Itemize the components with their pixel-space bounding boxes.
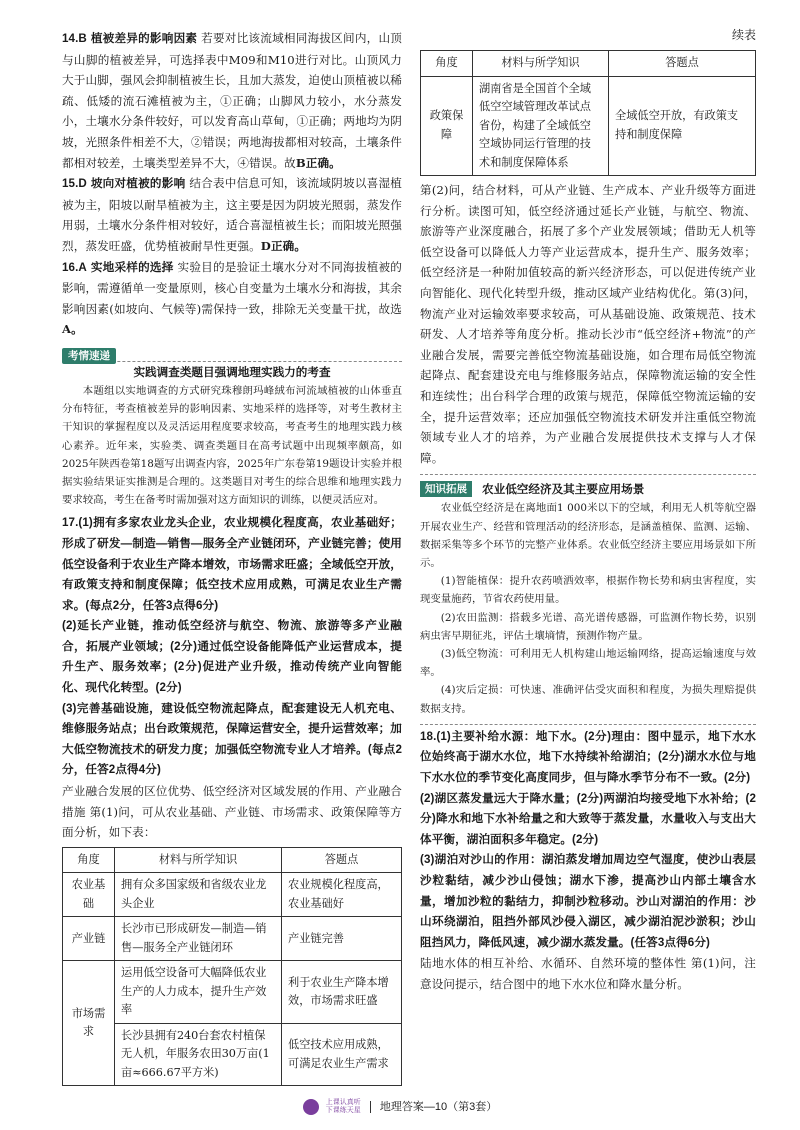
knowledge-intro: 农业低空经济是在离地面1 000米以下的空域，利用无人机等航空器开展农业生产、经营和管理活动的经济形态，是涵盖植保、监测、运输、数据采集等多个环节的完整产业体系。农业低空经济主要应用场景如下所示。 (420, 502, 756, 569)
table-cell: 产业链完善 (282, 917, 402, 961)
knowledge-header (420, 481, 756, 497)
brand-logo-icon (303, 1099, 319, 1115)
table-header-row (421, 51, 756, 77)
knowledge-item: (3)低空物流：可利用无人机构建山地运输网络，提高运输速度与效率。 (420, 647, 756, 679)
q14-number: 14.B (62, 32, 87, 45)
q16-body: 实验目的是验证土壤水分对不同海拔植被的影响，需遵循单一变量原则，核心自变量为土壤水分和海拔，其余影响因素(如坡向、气候等)需保持一致，排除无关变量干扰，故选 (62, 259, 402, 316)
q18-part2: (2)湖区蒸发量远大于降水量；(2分)两湖泊均接受地下水补给；(2分)降水和地下水补给量之和大致等于蒸发量，水量收入与支出大体平衡，湖泊面积多年稳定。(2分) (420, 791, 756, 846)
table-header: 答题点 (282, 847, 402, 873)
table-header: 材料与所学知识 (473, 51, 609, 77)
knowledge-title: 农业低空经济及其主要应用场景 (482, 482, 645, 497)
table-cell: 农业基础 (63, 873, 115, 917)
knowledge-item: (2)农田监测：搭载多光谱、高光谱传感器，可监测作物长势，识别病虫害早期征兆，评估土壤墒情，预测作物产量。 (420, 611, 756, 642)
q17-table (62, 847, 402, 1087)
table-cell: 产业链 (63, 917, 115, 961)
q18-analysis (420, 953, 756, 994)
right-column (420, 28, 756, 994)
exam-trend-tag-row (62, 344, 402, 362)
q18-analysis-keywords: 陆地水体的相互补给、水循环、自然环境的整体性 (420, 956, 687, 971)
table-header: 角度 (421, 51, 473, 77)
q17-part3: (3)完善基础设施，建设低空物流起降点，配套建设无人机充电、维修服务站点；出台政策规范，保障运营安全，提升运营效率；加大低空物流技术的研发力度；加强低空物流专业人才培养。(每点2分，任答2点得4分) (62, 701, 402, 777)
exam-trend-tag: 考情速递 (62, 348, 116, 364)
q14-body: 若要对比该流域相同海拔区间内，山顶与山脚的植被差异，可选择表中M09和M10进行对比。山顶风力大于山脚，强风会抑制植被生长，且加大蒸发，迫使山顶植被以稀疏、低矮的流石滩植被为主，①正确；山脚风力较小，水分蒸发小，土壤水分条件较好，可以发育高山草甸，①正确；两地均为阴坡，光照条件相差不大，②错误；两地海拔都相对较高，土壤条件都相对较差，土壤类型差异不大，④错误。故 (62, 31, 402, 170)
table-header: 角度 (63, 847, 115, 873)
q16-number: 16.A (62, 260, 87, 274)
table-row (421, 76, 756, 176)
page-footer (0, 1098, 800, 1115)
knowledge-box (420, 474, 756, 717)
table-cell: 运用低空设备可大幅降低农业生产的人力成本，提升生产效率 (115, 961, 282, 1024)
table-cell: 低空技术应用成熟，可满足农业生产需求 (282, 1023, 402, 1086)
q15-title: 坡向对植被的影响 (90, 176, 186, 191)
question-17 (62, 513, 402, 843)
table-cell: 利于农业生产降本增效，市场需求旺盛 (282, 961, 402, 1024)
q15-body: 结合表中信息可知，该流域阴坡以喜湿植被为主，阳坡以耐旱植被为主，这主要是因为阴坡光照弱，蒸发作用弱，土壤水分条件相对较好，适合喜湿植被生长；而阳坡光照强烈，蒸发旺盛，优势植被耐旱性更强。 (62, 176, 402, 253)
brand-slogan-top: 上课认真听 (325, 1099, 361, 1107)
table-cell: 政策保障 (421, 76, 473, 176)
q17-analysis (62, 781, 402, 843)
q16-answer: A。 (62, 322, 83, 337)
continued-row (420, 28, 756, 50)
table-header-row (63, 847, 402, 873)
q18-analysis-body: 第(1)问，注意设问提示，结合图中的地下水水位和降水量分析。 (420, 956, 757, 991)
table-cell: 长沙县拥有240台套农村植保无人机，年服务农田30万亩(1亩≈666.67平方米) (115, 1023, 282, 1086)
continued-table (420, 50, 756, 176)
q15-answer: D正确。 (260, 238, 307, 253)
continued-label: 续表 (731, 28, 756, 42)
q17-analysis-body: 第(1)问，可从农业基础、产业链、市场需求、政策保障等方面分析，如下表： (62, 804, 402, 840)
table-header: 答题点 (609, 51, 756, 77)
q17-analysis-2-3: 第(2)问，结合材料，可从产业链、生产成本、产业升级等方面进行分析。读图可知，低空经济通过延长产业链，与航空、物流、旅游等产业深度融合，拓展了多个产业发展领域；借助无人机等低空设备可以降低人力等产业运营成本，提升生产、服务效率；低空经济是一种附加值较高的新兴经济形态，可以促进传统产业向智能化、现代化转型升级，推动区域产业结构优化。第(3)问，物流产业对运输效率要求较高，可从基础设施、政策规范、技术研发、人才培养等角度分析。推动长沙市“低空经济+物流”的产业融合发展，需要完善低空物流基础设施，如合理布局低空物流起降点、配套建设充电与维修服务站点，保障物流运输的安全性和连续性；出台科学合理的政策与规范，保障低空物流运输的安全，提升运营效率；还应加强低空物流技术研发并注重低空物流领域专业人才的培养，为产业融合发展提供技术支撑与人才保障。 (420, 183, 756, 465)
q14-answer: B正确。 (295, 155, 341, 170)
question-14 (62, 28, 402, 173)
table-cell: 全域低空开放，有政策支持和制度保障 (609, 76, 756, 176)
question-15 (62, 173, 402, 256)
table-cell: 拥有众多国家级和省级农业龙头企业 (115, 873, 282, 917)
brand-slogan-bottom: 下课练天星 (325, 1107, 361, 1115)
table-cell: 农业规模化程度高，农业基础好 (282, 873, 402, 917)
q15-number: 15.D (62, 177, 87, 191)
table-cell: 湖南省是全国首个全域低空空域管理改革试点省份，构建了全域低空空域协同运行管理的技术和制度保障体系 (473, 76, 609, 176)
brand-slogan (326, 1099, 361, 1115)
left-column (62, 28, 402, 1086)
question-16 (62, 257, 402, 340)
knowledge-item: (4)灾后定损：可快速、准确评估受灾面积和程度，为损失理赔提供数据支持。 (420, 684, 756, 715)
table-header: 材料与所学知识 (115, 847, 282, 873)
q18-part3: (3)湖泊对沙山的作用：湖泊蒸发增加周边空气湿度，使沙山表层沙粒黏结，减少沙山侵蚀；湖水下渗，提高沙山内部土壤含水量，增加沙粒的黏结力，抑制沙粒移动。沙山对湖泊的作用：沙山环绕湖泊，阻挡外部风沙侵入湖区，减少湖泊泥沙淤积；沙山阻挡风力，降低风速，减少湖水蒸发量。(任答3点得6分) (420, 853, 756, 949)
table-row (63, 961, 402, 1024)
table-cell: 市场需求 (63, 961, 115, 1086)
table-row (63, 873, 402, 917)
knowledge-tag: 知识拓展 (420, 481, 472, 497)
exam-trend-body: 本题组以实地调查的方式研究珠穆朗玛峰絨布河流域植被的山体垂直分布特征，考查植被差异的影响因素、实地采样的选择等，对考生教材主干知识的掌握程度以及灵活运用程度要求较高，考查考生的地理实践力核心素养。近年来，实验类、调查类题目在高考试题中出现频率颇高，如2025年陕西卷第18题写出调查内容，2025年广东卷第19题设计实验并根据实验结果证实推测是合理的。这类题目对考生的综合思维和地理实践力要求较高，考生在备考时需加强对这方面知识的训练，以便灵活应对。 (62, 384, 402, 507)
q16-title: 实地采样的选择 (90, 259, 174, 274)
q17-part2: (2)延长产业链，推动低空经济与航空、物流、旅游等多产业融合，拓展产业领域；(2分)通过低空设备能降低产业运营成本，提升生产、服务效率；(2分)促进产业升级，推动传统产业向智能化、现代化转型。(2分) (62, 619, 402, 695)
q14-title: 植被差异的影响因素 (90, 31, 198, 45)
q18-part1: 18.(1)主要补给水源：地下水。(2分)理由：图中显示，地下水水位始终高于湖水水位，地下水持续补给湖泊；(2分)湖水水位与地下水水位的季节变化高度同步，但与降水季节分布不一致。(2分) (420, 729, 756, 784)
knowledge-item: (1)智能植保：提升农药喷洒效率，根据作物长势和病虫害程度，实现变量施药，节省农药使用量。 (420, 575, 756, 606)
page-number: 地理答案—10（第3套） (379, 1101, 498, 1113)
exam-trend-title: 实践调查类题目强调地理实践力的考查 (133, 364, 331, 379)
table-cell: 长沙市已形成研发—制造—销售—服务全产业链闭环 (115, 917, 282, 961)
question-18 (420, 724, 756, 995)
footer-divider (370, 1101, 371, 1113)
q17-analysis-keywords: 产业融合发展的区位优势、低空经济对区域发展的作用、产业融合措施 (62, 784, 402, 819)
q17-part1: 17.(1)拥有多家农业龙头企业，农业规模化程度高，农业基础好；形成了研发—制造—销售—服务全产业链闭环，产业链完善；使用低空设备利于农业生产降本增效，市场需求旺盛；全域低空开放，有政策支持和制度保障；低空技术应用成熟，可满足农业生产需求。(每点2分，任答3点得6分) (62, 516, 402, 612)
table-row (63, 917, 402, 961)
